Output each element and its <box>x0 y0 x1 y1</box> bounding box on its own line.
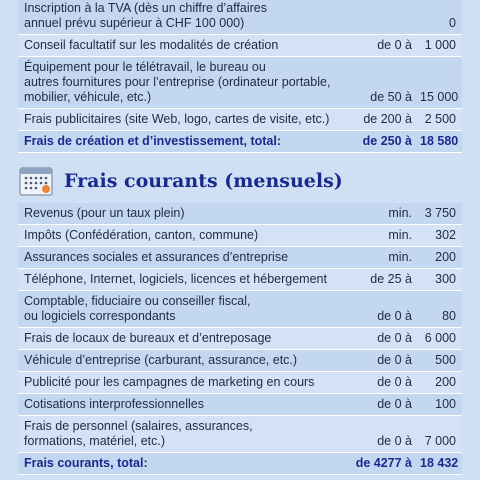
total-value: 18 580 <box>420 134 459 148</box>
row-range-prefix: de 0 à <box>377 397 412 411</box>
row-label: Publicité pour les campagnes de marketing en cours <box>24 375 315 389</box>
total-row <box>18 453 462 475</box>
row-range-prefix: min. <box>388 250 412 264</box>
row-range-prefix: de 0 à <box>377 375 412 389</box>
table-row <box>18 291 462 328</box>
row-value: 200 <box>435 375 456 389</box>
row-range-prefix: de 0 à <box>377 309 412 323</box>
row-value: 302 <box>435 228 456 242</box>
row-value: 80 <box>442 309 456 323</box>
section-title: Frais courants (mensuels) <box>64 170 343 192</box>
row-label: Cotisations interprofessionnelles <box>24 397 204 411</box>
row-value: 100 <box>435 397 456 411</box>
table-row <box>18 416 462 453</box>
row-range-prefix: min. <box>388 228 412 242</box>
table-row <box>18 203 462 225</box>
table-row <box>18 350 462 372</box>
row-value: 200 <box>435 250 456 264</box>
row-range-prefix: de 25 à <box>370 272 412 286</box>
total-row <box>18 131 462 153</box>
row-range-prefix: de 0 à <box>377 353 412 367</box>
table-row <box>18 35 462 57</box>
row-label: Revenus (pour un taux plein) <box>24 206 185 220</box>
row-value: 6 000 <box>424 331 456 345</box>
row-range-prefix: min. <box>388 206 412 220</box>
row-range-prefix: de 0 à <box>377 38 412 52</box>
table-row <box>18 247 462 269</box>
row-range-prefix: de 200 à <box>363 112 412 126</box>
row-label: Frais de locaux de bureaux et d’entreposage <box>24 331 272 345</box>
total-label: Frais courants, total: <box>24 456 148 470</box>
row-label: Impôts (Confédération, canton, commune) <box>24 228 259 242</box>
table-row <box>18 269 462 291</box>
row-label: Assurances sociales et assurances d’entreprise <box>24 250 289 264</box>
row-label: Frais publicitaires (site Web, logo, cartes de visite, etc.) <box>24 112 330 126</box>
row-value: 7 000 <box>424 434 456 448</box>
table-row <box>18 109 462 131</box>
startup-costs-table <box>18 0 462 153</box>
table-row <box>18 328 462 350</box>
row-value: 2 500 <box>424 112 456 126</box>
calendar-icon <box>18 165 54 197</box>
total-range-prefix: de 250 à <box>362 134 412 148</box>
row-range-prefix: de 0 à <box>377 434 412 448</box>
row-label: Téléphone, Internet, logiciels, licences et hébergement <box>24 272 327 286</box>
row-value: 500 <box>435 353 456 367</box>
total-label: Frais de création et d’investissement, total: <box>24 134 282 148</box>
total-range-prefix: de 4277 à <box>355 456 412 470</box>
row-label: Véhicule d’entreprise (carburant, assurance, etc.) <box>24 353 298 367</box>
row-value: 1 000 <box>424 38 456 52</box>
table-row <box>18 372 462 394</box>
table-row <box>18 57 462 109</box>
row-label: Inscription à la TVA (dès un chiffre d’affaires annuel prévu supérieur à CHF 100 000) <box>24 1 267 30</box>
section-heading <box>18 160 462 202</box>
row-range-prefix: de 50 à <box>370 90 412 104</box>
table-row <box>18 225 462 247</box>
table-row <box>18 0 462 35</box>
table-row <box>18 394 462 416</box>
row-value: 0 <box>449 16 456 30</box>
row-value: 3 750 <box>424 206 456 220</box>
row-label: Frais de personnel (salaires, assurances, formations, matériel, etc.) <box>24 419 253 448</box>
running-costs-table <box>18 203 462 475</box>
row-value: 300 <box>435 272 456 286</box>
row-value: 15 000 <box>420 90 459 104</box>
row-label: Conseil facultatif sur les modalités de création <box>24 38 279 52</box>
row-label: Comptable, fiduciaire ou conseiller fiscal, ou logiciels correspondants <box>24 294 251 323</box>
total-value: 18 432 <box>420 456 459 470</box>
row-label: Équipement pour le télétravail, le bureau ou autres fournitures pour l’entreprise (ordinateur portable, mobilier, véhicule, etc.) <box>24 60 331 104</box>
row-range-prefix: de 0 à <box>377 331 412 345</box>
